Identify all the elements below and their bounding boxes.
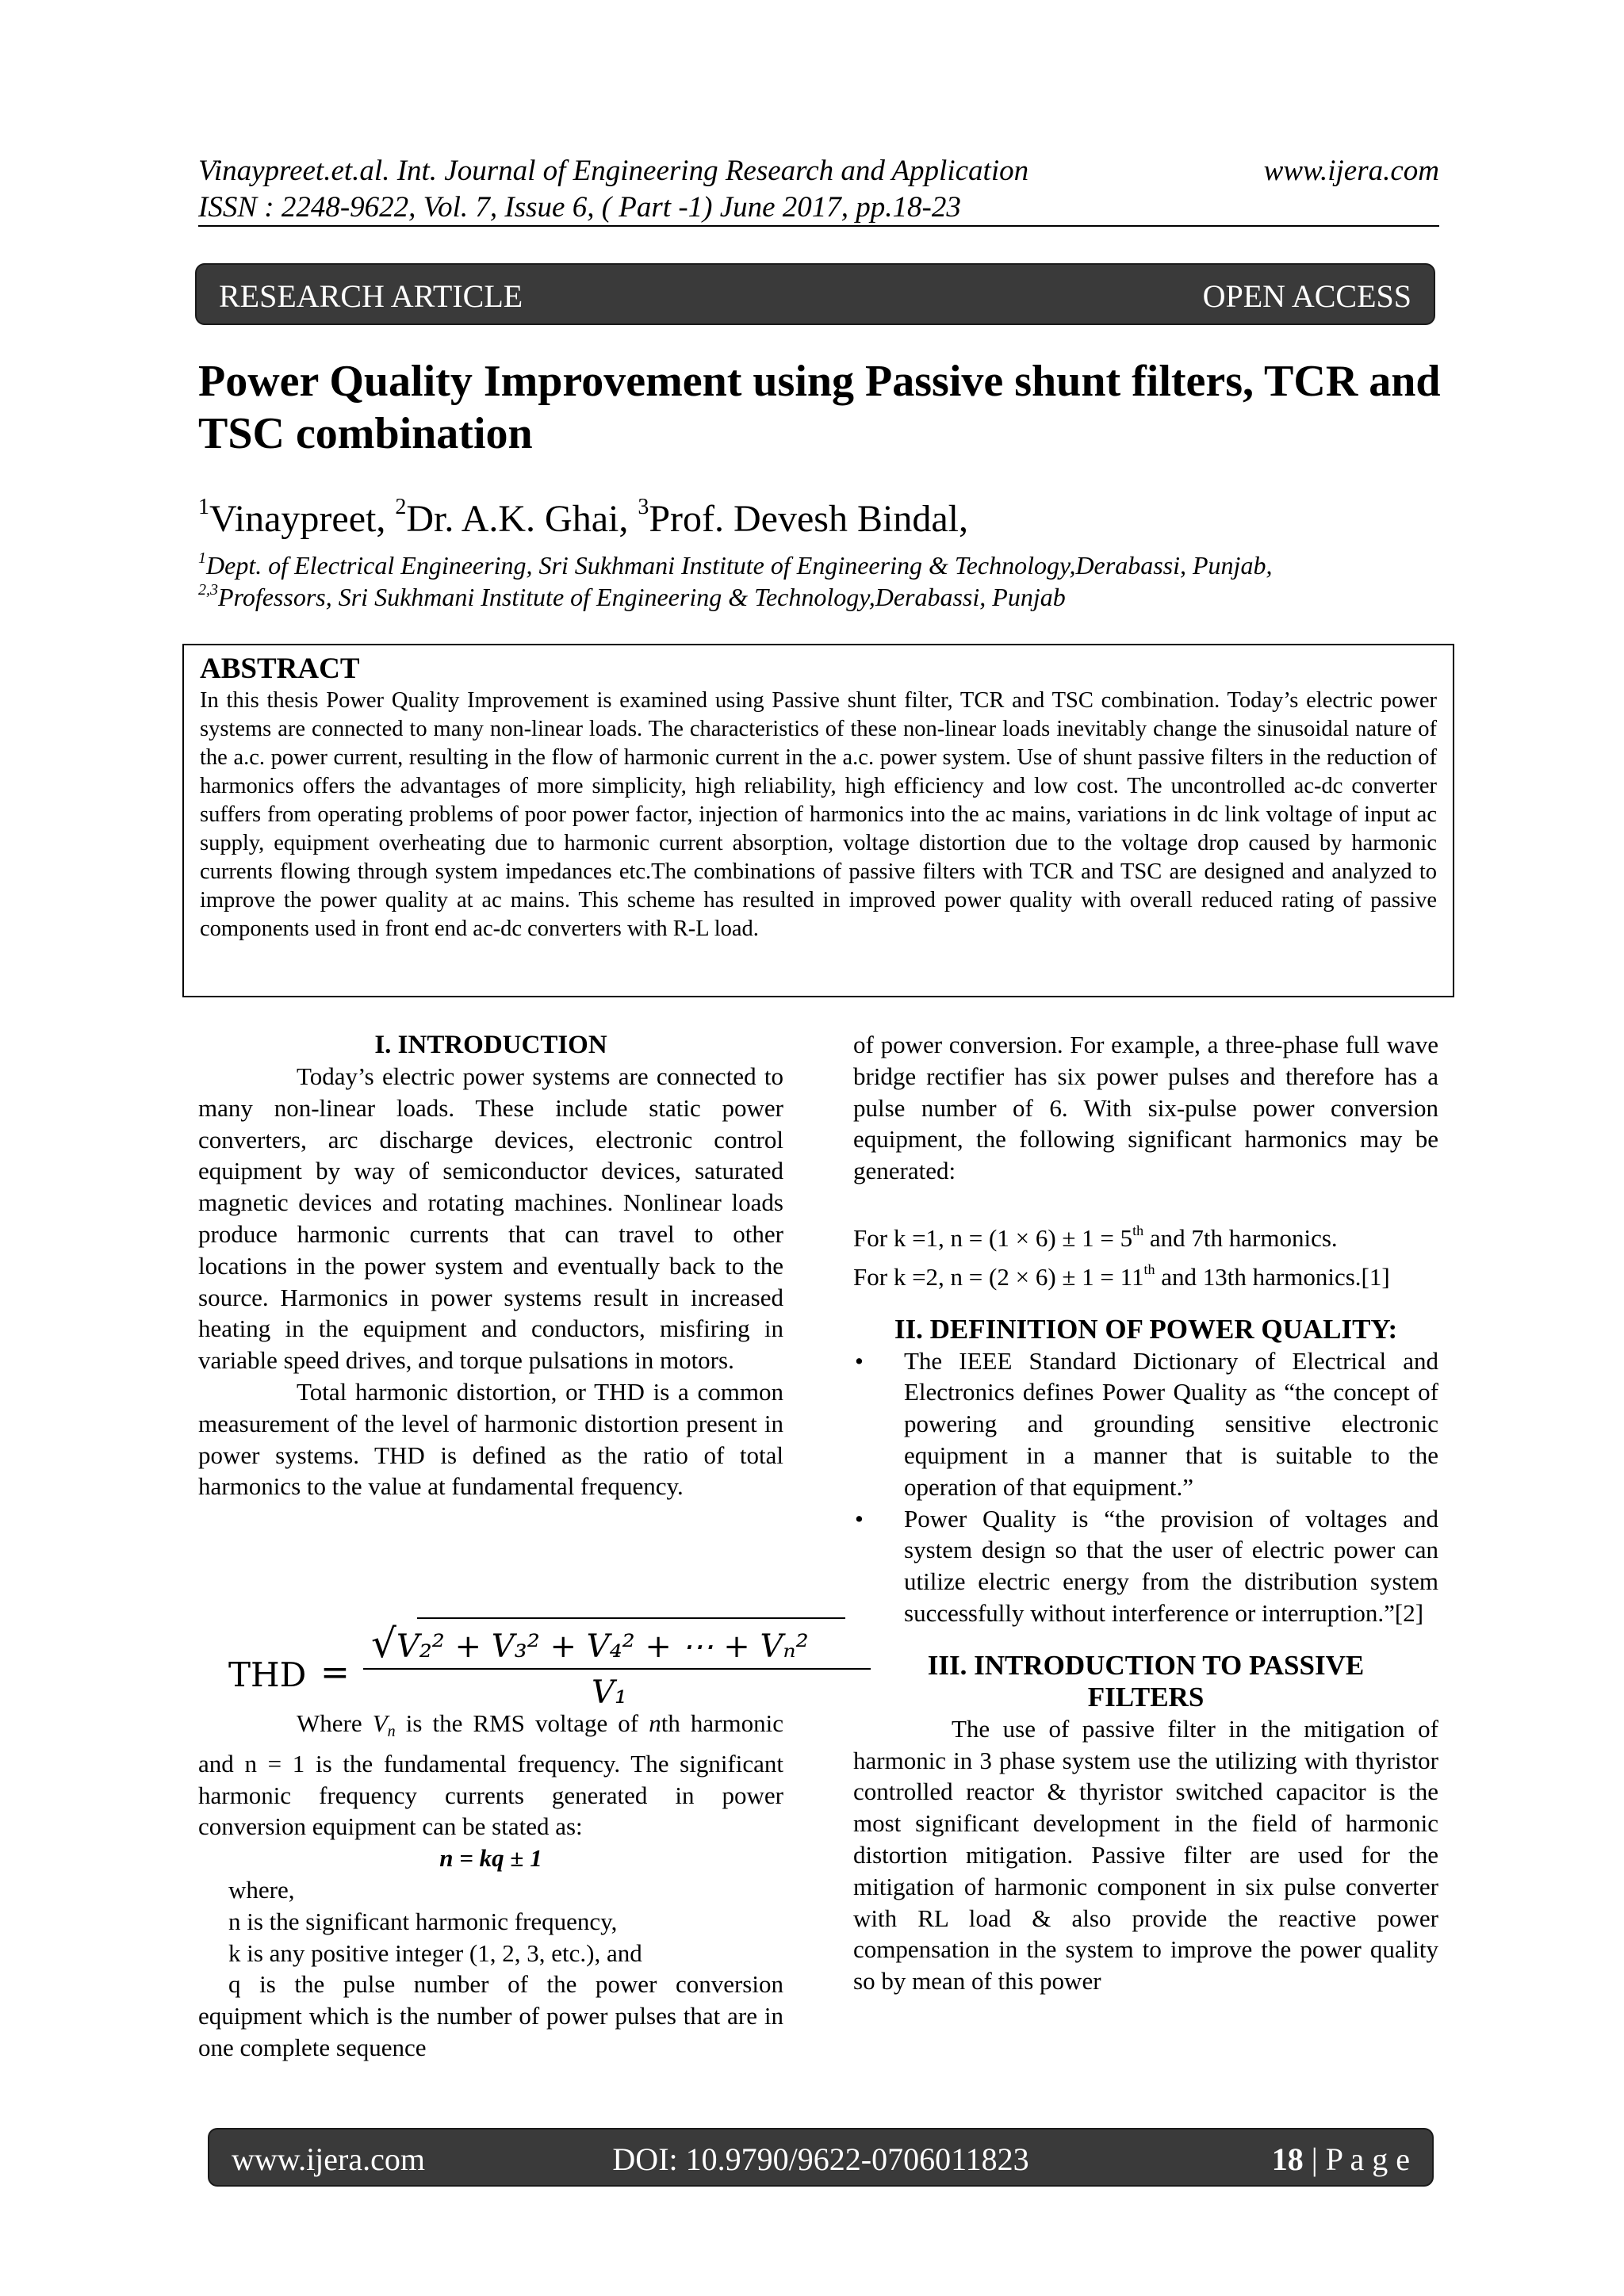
definition-heading: II. DEFINITION OF POWER QUALITY: [894, 1313, 1398, 1345]
passive-filters-paragraph: The use of passive filter in the mitigation of harmonic in 3 phase system use the utilizing with thyristor controlled reactor & thyristor switched capacitor is the most significant development in the field of harmonic distortion mitigation. Passive filter are used for the mitigation of harmonic component in six pulse converter with RL load & also provide the reactive power compensation in the system to improve the power quality so by mean of this power [853, 1714, 1438, 1996]
issn-line: ISSN : 2248-9622, Vol. 7, Issue 6, ( Part -1) June 2017, pp.18-23 [198, 191, 961, 224]
journal-website[interactable]: www.ijera.com [1263, 155, 1439, 187]
definition-k: k is any positive integer (1, 2, 3, etc.), and [228, 1938, 642, 1967]
page-footer [209, 2130, 1432, 2185]
right-paragraph-1: of power conversion. For example, a three-phase full wave bridge rectifier has six power pulses and therefore has a pulse number of 6. With six-pulse power conversion equipment, the following significant harmonics may be generated: [853, 1031, 1438, 1185]
thd-denominator: V₁ [592, 1674, 627, 1711]
passive-filters-heading: III. INTRODUCTION TO PASSIVE FILTERS [927, 1649, 1365, 1712]
abstract-text: In this thesis Power Quality Improvement is examined using Passive shunt filter, TCR and TSC combination. Today’s electric power systems are connected to many non-linear loads. The characteristics of these non-linear loads inevitably change the sinusoidal nature of the a.c. power current, resulting in the flow of harmonic current in the a.c. power system. Use of shunt passive filters in the reduction of harmonics offers the advantages of more simplicity, high reliability, high efficiency and low cost. The uncontrolled ac-dc converter suffers from operating problems of poor power factor, injection of harmonics into the ac mains, variations in dc link voltage of input ac supply, equipment overheating due to harmonic current absorption, voltage distortion due to the voltage drop caused by harmonic currents flowing through system impedances etc.The combinations of passive filters with TCR and TSC are designed and analyzed to improve the power quality at ac mains. This scheme has resulted in improved power quality with overall reduced rating of passive components used in front end ac-dc converters with R-L load. [200, 688, 1437, 941]
introduction-heading: I. INTRODUCTION [374, 1031, 607, 1059]
paper-title: Power Quality Improvement using Passive shunt filters, TCR and TSC combination [198, 357, 1441, 458]
definition-q: q is the pulse number of the power conversion equipment which is the number of power pulses that are in one complete sequence [198, 1970, 783, 2061]
harmonic-example-1: For k =1, n = (1 × 6) ± 1 = 5th and 7th harmonics. [853, 1222, 1338, 1252]
thd-equals: = [320, 1652, 350, 1693]
spacer [853, 1293, 1438, 1314]
author-2: Dr. A.K. Ghai, [406, 498, 638, 540]
spacer [853, 1187, 1438, 1215]
radical-overline [417, 1617, 845, 1619]
thd-explanation: Where $V_n$ is the RMS voltage of nth harmonic and n = 1 is the fundamental frequency. The significant harmonic frequency currents generated in power conversion equipment can be stated as: [198, 1709, 783, 1841]
definition-bullet-1: • The IEEE Standard Dictionary of Electrical and Electronics defines Power Quality as “the concept of powering and grounding sensitive electronic equipment in a manner that is suitable to the operation of that equipment.” [853, 1345, 1438, 1503]
intro-paragraph-2: Total harmonic distortion, or THD is a common measurement of the level of harmonic distortion present in power systems. THD is defined as the ratio of total harmonics to the value at fundamental frequency. [198, 1377, 783, 1501]
right-column [853, 1029, 1438, 1997]
thd-numerator: √V₂² + V₃² + V₄² + ⋯ + Vₙ² [371, 1621, 809, 1667]
journal-name: Vinaypreet.et.al. Int. Journal of Engineering Research and Application [198, 155, 1029, 187]
abstract-box [182, 644, 1454, 997]
author-1: Vinaypreet, [209, 498, 396, 540]
open-access-label: OPEN ACCESS [1202, 278, 1411, 314]
spacer [853, 1629, 1438, 1650]
footer-page-number: 18 | P a g e [1271, 2141, 1410, 2177]
affiliation-1: $^1$Dept. of Electrical Engineering, Sri Sukhmani Institute of Engineering & Technology,Derabassi, Punjab, [198, 549, 1273, 580]
footer-website[interactable]: www.ijera.com [232, 2141, 425, 2177]
header-rule [198, 225, 1439, 227]
left-column-lower [198, 1708, 783, 2064]
footer-doi[interactable]: DOI: 10.9790/9622-0706011823 [612, 2141, 1029, 2177]
left-column [198, 1029, 783, 1502]
fraction-bar [363, 1668, 871, 1670]
thd-symbol: THD [228, 1655, 307, 1694]
article-type-banner [197, 265, 1434, 323]
author-list: $^1$Vinaypreet, $^2$Dr. A.K. Ghai, $^3$Prof. Devesh Bindal, [198, 495, 968, 540]
definition-n: n is the significant harmonic frequency, [228, 1907, 618, 1935]
where-label: where, [228, 1875, 295, 1904]
harmonic-equation: n = kq ± 1 [439, 1844, 542, 1873]
thd-formula [222, 1617, 825, 1712]
radical-sign: √ [371, 1621, 396, 1667]
author-3: Prof. Devesh Bindal, [649, 498, 968, 540]
research-article-label: RESEARCH ARTICLE [219, 278, 523, 314]
definition-bullet-2: • Power Quality is “the provision of voltages and system design so that the user of electric power can utilize electric energy from the distribution system successfully without interference or interruption.”[2] [853, 1503, 1438, 1629]
journal-header [198, 154, 1439, 189]
intro-paragraph-1: Today’s electric power systems are connected to many non-linear loads. These include static power converters, arc discharge devices, electronic control equipment by way of semiconductor devices, saturated magnetic devices and rotating machines. Nonlinear loads produce harmonic currents that can travel to other locations in the power system and eventually back to the source. Harmonics in power systems result in increased heating in the equipment and conductors, misfiring in variable speed drives, and torque pulsations in motors. [198, 1062, 783, 1375]
affiliation-2: $^{2,3}$Professors, Sri Sukhmani Institute of Engineering & Technology,Derabassi, Punjab [198, 581, 1066, 611]
definition-list [853, 1345, 1438, 1629]
abstract-heading: ABSTRACT [200, 652, 360, 685]
harmonic-example-2: For k =2, n = (2 × 6) ± 1 = 11th and 13th harmonics.[1] [853, 1261, 1390, 1291]
